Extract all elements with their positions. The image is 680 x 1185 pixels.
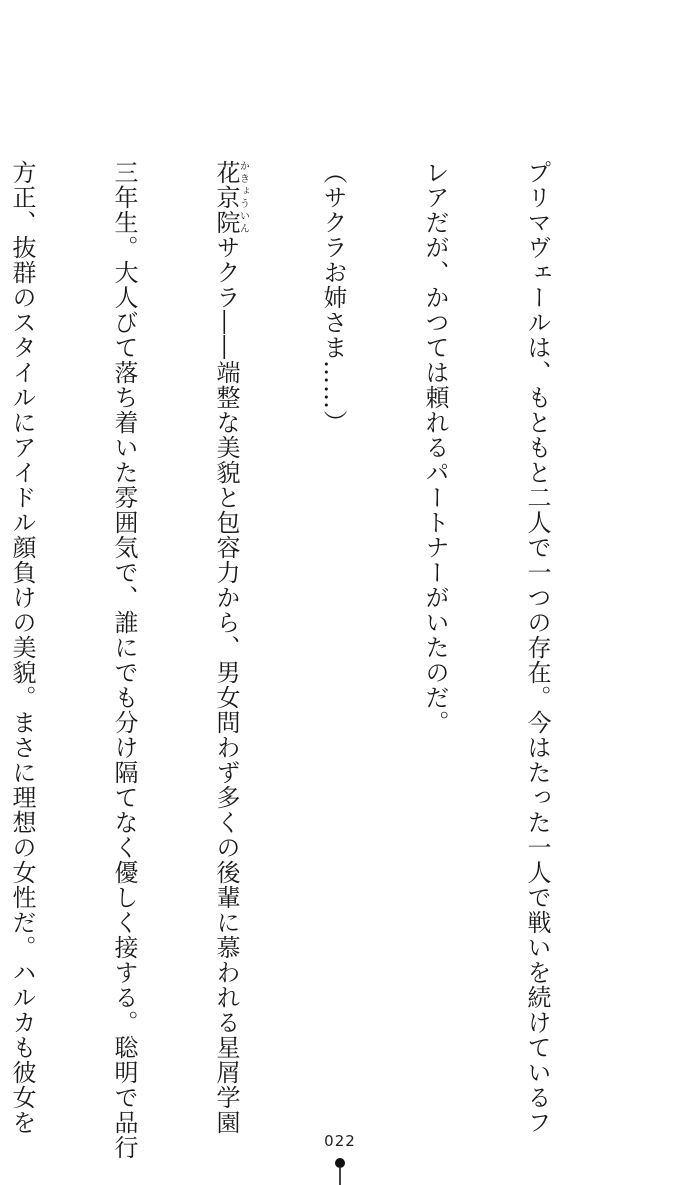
page-number-dot-icon [335,1158,345,1168]
text-line: （サクラお姉さま……） [319,160,347,435]
ruby-reading: かきょういん [237,160,249,235]
page-number: 022 [324,1132,356,1150]
text-line: プリマヴェールは、もともと二人で一つの存在。今はたった一人で戦いを続けているフ [523,160,551,1135]
text-line: 花京院かきょういんサクラ――端整な美貌と包容力から、男女問わず多くの後輩に慕われる星屑学園 [212,160,249,1135]
text-line: 三年生。大人びて落ち着いた雰囲気で、誰にでも分け隔てなく優しく接する。聡明で品行 [110,160,138,1160]
ruby-annotation: 花京院かきょういん [212,160,249,235]
page-number-stem [339,1168,341,1185]
text-line: 方正、抜群のスタイルにアイドル顔負けの美貌。まさに理想の女性だ。ハルカも彼女を [8,160,36,1135]
text-line: レアだが、かつては頼れるパートナーがいたのだ。 [421,160,449,735]
